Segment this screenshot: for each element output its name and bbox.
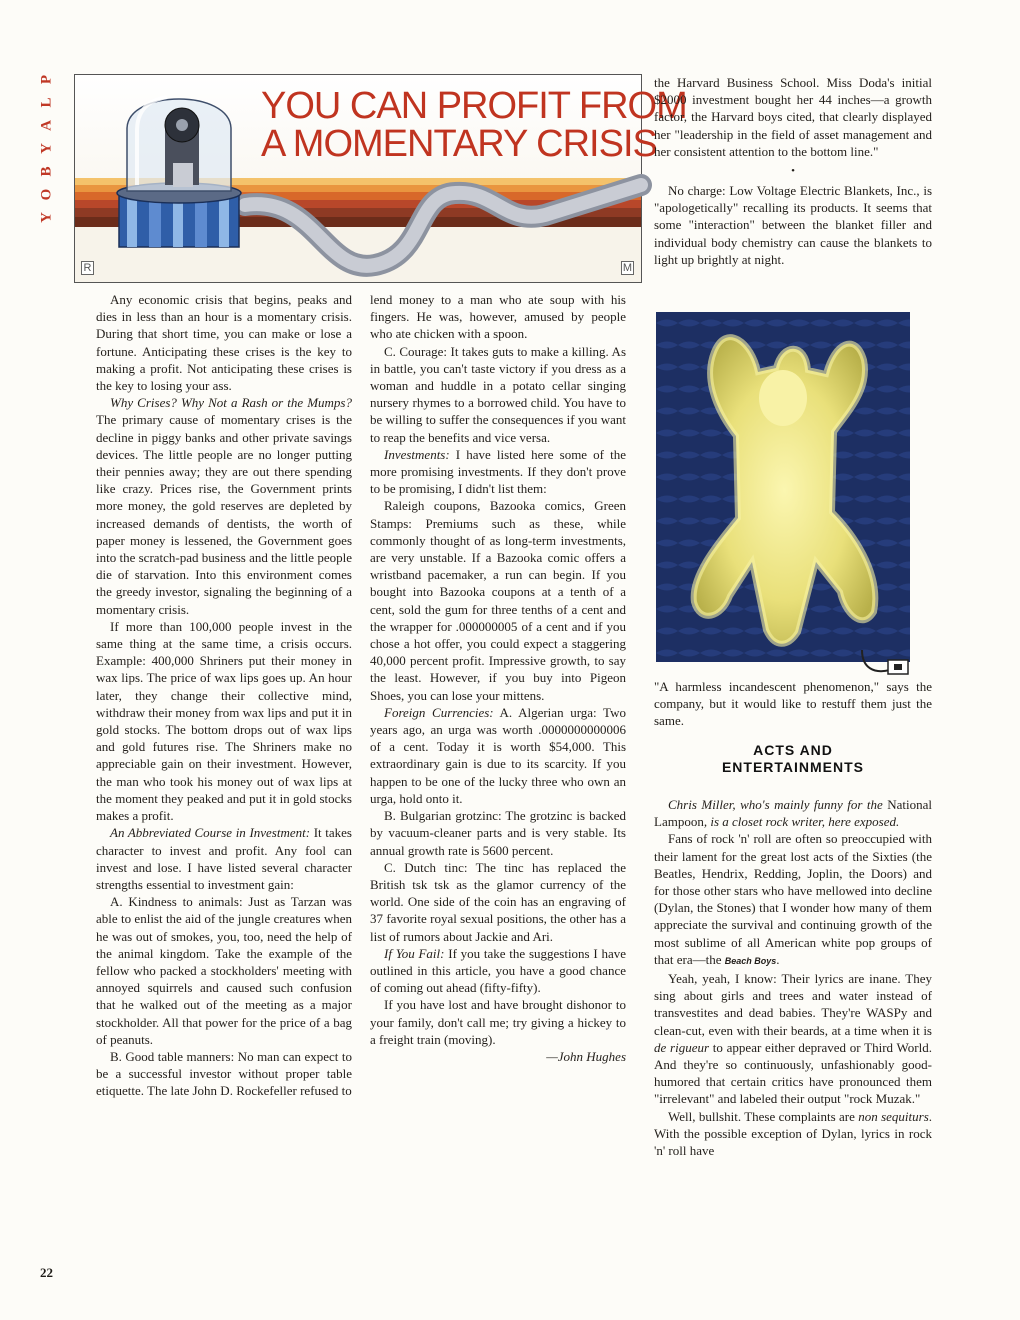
paragraph-lead: Investments:: [384, 446, 450, 462]
glowing-blanket-photo: [656, 312, 910, 662]
acts-intro-a: Chris Miller, who's mainly funny for the: [668, 797, 888, 812]
acts-p1-end: .: [776, 951, 780, 967]
section-heading-line-2: ENTERTAINMENTS: [721, 759, 865, 775]
photo-caption: [654, 678, 932, 730]
masthead-letter: Y: [38, 212, 55, 223]
article-paragraph: [96, 893, 352, 1048]
paragraph-text: B. Good table manners: No man can expect to be a successful investor without proper table etiquette. The late John D. Rockefeller refused to: [96, 1048, 352, 1099]
paragraph-text: lend money to a man who ate soup with his fingers. He was, however, amused by people who ate chicken with a spoon.: [370, 292, 626, 342]
page-number: 22: [40, 1265, 53, 1280]
article-paragraph: [370, 497, 626, 703]
paragraph-lead: An Abbreviated Course in Investment:: [110, 825, 311, 841]
acts-paragraph-3: [654, 1108, 932, 1160]
blanket-paragraph: No charge: Low Voltage Electric Blankets, Inc., is "apologetically" recalling its products. It seems that some "interaction" between the blanket filler and individual body chemistry can cause the blankets to light up brightly at night.: [654, 183, 932, 267]
acts-p2-italic: de rigueur: [654, 1039, 710, 1055]
acts-p3-a: Well, bullshit. These complaints are: [668, 1108, 859, 1124]
paragraph-text: If more than 100,000 people invest in the same thing at the same time, a crisis occurs. Example: 400,000 Shriners put their money in wax lips. The price of wax lips goes up. An hour later, they change their collective mind, withdraw their money from wax lips and put it in gold stocks. The bottom drops out of wax lips and gold futures rise. The Shriners make no appreciable gain on their investment. However, the man who took his money out of wax lips at the moment they peaked and put it in gold stocks makes a profit.: [96, 618, 352, 824]
sidebar-column: [654, 74, 932, 268]
paragraph-lead: Why Crises? Why Not a Rash or the Mumps?: [110, 395, 352, 411]
plug-cord-icon: [860, 648, 912, 678]
paragraph-lead: Foreign Currencies:: [384, 704, 494, 720]
acts-paragraph-1: [654, 830, 932, 970]
corner-mark-left: R: [81, 261, 94, 275]
article-paragraph: [96, 394, 352, 618]
paragraph-text: If you have lost and have brought dishonor to your family, don't call me; try giving a hickey to a freight train (moving).: [370, 997, 626, 1047]
article-illustration: [74, 74, 687, 283]
paragraph-lead: If You Fail:: [384, 945, 445, 961]
article-paragraph: [370, 807, 626, 859]
masthead-letter: P: [38, 74, 55, 85]
masthead-letter: A: [38, 120, 55, 131]
article-paragraph: [96, 618, 352, 824]
article-byline: —John Hughes: [546, 1048, 626, 1064]
masthead-vertical: [38, 68, 56, 229]
paragraph-text: I have listed here some of the more promising investments. If they don't prove to be promising, I didn't list them:: [370, 446, 626, 497]
photo-caption-text: "A harmless incandescent phenomenon," says the company, but it would like to restuff them just the same.: [654, 679, 932, 729]
article-title-line-1: YOU CAN PROFIT FROM: [261, 85, 687, 127]
article-column-1: [96, 291, 352, 1100]
acts-p3-b: . With the possible exception of Dylan, lyrics in rock 'n' roll have: [654, 1108, 933, 1159]
paragraph-text: C. Dutch tinc: The tinc has replaced the British tsk tsk as the glamor currency of the world. One side of the coin has an engraving of 37 favorite royal sexual positions, the other has a list of rumors about Jackie and Ari.: [370, 859, 626, 944]
acts-intro-publication: National Lampoon: [654, 797, 932, 830]
acts-intro-c: , is a closet rock writer, here exposed.: [703, 814, 900, 830]
article-paragraph: [370, 291, 626, 343]
glowing-figure-image: [656, 312, 910, 662]
acts-p2-b: to appear either depraved or Third World. And they're so continuously, unfashionably good-humored that certain critics have pronounced them "irrelevant" and labeled their output "rock Muzak.": [654, 1039, 932, 1107]
paragraph-text: Raleigh coupons, Bazooka comics, Green Stamps: Premiums such as these, while commonly thought of as long-term investments, are very unstable. If a Bazooka comic offers a wristband pacemaker, a run can begin. If you bought into Bazooka coupons at a tenth of a cent, sold the gum for three tenths of a cent and the wrapper for .000000005 of a cent and if you chose a hot offer, you could expect a staggering 40,000 percent profit. Impressive growth, to say the least. However, if you buy into Pigeon Shoes, you can lose your mittens.: [370, 498, 626, 703]
article-paragraph: [370, 343, 626, 446]
corner-mark-right: M: [622, 262, 633, 274]
paragraph-text: Any economic crisis that begins, peaks and dies in less than an hour is a momentary crisis. During that short time, you can make or lose a fortune. Anticipating these crises is the key to making a profit. Not anticipating these crises is the key to losing your ass.: [96, 292, 352, 394]
acts-intro: [654, 796, 932, 830]
acts-paragraph-2: [654, 970, 932, 1108]
paragraph-text: If you take the suggestions I have outlined in this article, you have a good chance of coming out ahead (fifty-fifty).: [370, 945, 626, 996]
article-paragraph: [370, 446, 626, 498]
paragraph-text: It takes character to invest and profit. Any fool can invest and lose. I have listed several character strengths essential to investment gain:: [96, 825, 352, 892]
acts-p1-text: Fans of rock 'n' roll are often so preoccupied with their lament for the great lost acts of the Sixties (the Beatles, Hendrix, Redding, Joplin, the Doors) and for those other stars who have mellowed into decline (Dylan, the Stones) that I wonder how many of them appreciate the survival and continuing growth of the most sublime of all American white pop groups of that era—the: [654, 831, 932, 967]
article-paragraph: [96, 824, 352, 893]
masthead-letter: Y: [38, 143, 55, 154]
paragraph-text: The primary cause of momentary crises is the decline in piggy banks and other private savings devices. The little people are no longer putting their pennies away; they are out there spending like crazy. Prices rise, the Government prints more money, the gold reserves are depleted by increased demands of dentists, the worth of paper money is lessened, the Government goes into the scratch-pad business and the little people die of starvation. Into this environment comes the greedy investor, signaling the beginning of a momentary crisis.: [96, 412, 352, 617]
article-column-2: [370, 291, 626, 1065]
acts-column: [654, 796, 932, 1159]
paragraph-text: B. Bulgarian grotzinc: The grotzinc is backed by vacuum-cleaner parts and is very stable. Its annual growth rate is 5600 percent.: [370, 808, 626, 858]
acts-p2-a: Yeah, yeah, I know: Their lyrics are inane. They sing about girls and trees and water instead of transvestites and dead babies. They're WASPy and clean-cut, even with their beards, at a time when it is: [654, 971, 932, 1038]
section-separator: •: [791, 165, 795, 178]
paragraph-text: C. Courage: It takes guts to make a killing. As in battle, you can't taste victory if you dress as a woman and huddle in a potato cellar singing nursery rhymes to a borrowed child. You have to be willing to suffer the consequences if you want to reap the benefits and vice versa.: [370, 343, 626, 445]
masthead-letter: L: [38, 97, 55, 108]
article-title: [261, 85, 687, 165]
masthead-letter: O: [38, 188, 55, 201]
article-title-line-2: A MOMENTARY CRISIS: [261, 123, 657, 165]
section-heading: [654, 742, 932, 776]
article-paragraph: [370, 996, 626, 1048]
doda-paragraph: the Harvard Business School. Miss Doda's initial $2000 investment bought her 44 inches—a growth factor, the Harvard boys cited, that clearly displayed her "leadership in the field of asset management and her consistent attention to the bottom line.": [654, 75, 932, 159]
section-heading-line-1: ACTS AND: [753, 742, 833, 758]
article-paragraph: [96, 291, 352, 394]
article-paragraph: [370, 704, 626, 807]
article-paragraph: [96, 1048, 352, 1100]
paragraph-text: A. Kindness to animals: Just as Tarzan was able to enlist the aid of the jungle creatures when he was out of smokes, you, too, need the help of the animal kingdom. Take the example of the fellow who packed a stockholders' meeting with annoyed squirrels and caused such confusion that he walked out of the meeting as a major stockholder. All that power for the price of a bag of peanuts.: [96, 894, 352, 1047]
band-name: Beach Boys: [724, 955, 777, 966]
masthead-letter: B: [38, 166, 55, 177]
acts-p3-italic: non sequiturs: [858, 1108, 929, 1124]
article-byline-row: [370, 1048, 626, 1065]
article-paragraph: [370, 945, 626, 997]
article-paragraph: [370, 859, 626, 945]
paragraph-text: A. Algerian urga: Two years ago, an urga was worth .0000000000006 of a cent. Today it is worth $54,000. This extraordinary gain is due to its scarcity. If you happen to be one of the lucky three who own an urga, hold onto it.: [370, 704, 626, 806]
